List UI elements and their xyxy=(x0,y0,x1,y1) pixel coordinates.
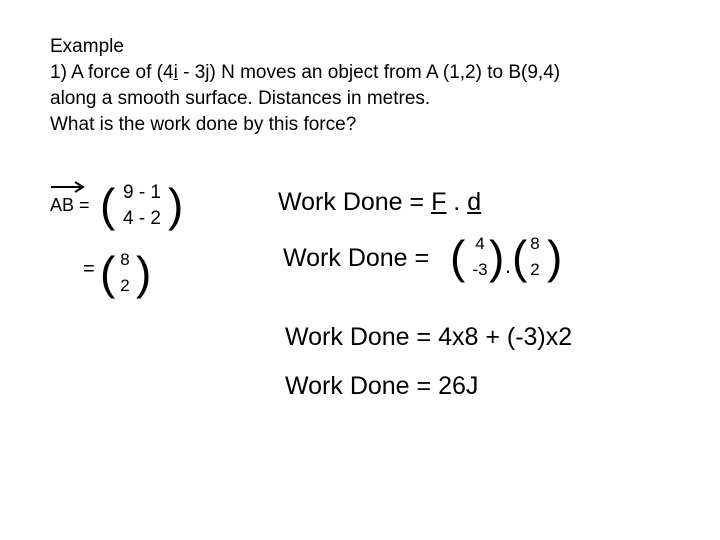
problem-line-1-part-a: 1) A force of (4 xyxy=(50,62,174,83)
left-paren: ( xyxy=(100,179,116,231)
displacement-top: 8 xyxy=(530,234,540,253)
displacement-symbol: d xyxy=(467,188,482,216)
left-paren: ( xyxy=(450,231,466,283)
result-top: 8 xyxy=(120,250,130,269)
work-formula xyxy=(278,188,481,217)
result-bottom: 2 xyxy=(120,276,130,295)
problem-line-2: along a smooth surface. Distances in metres. xyxy=(50,88,431,109)
problem-line-1-part-c: ) N moves an object from A (1,2) to B(9,4) xyxy=(209,62,561,83)
problem-line-1-part-b: - 3 xyxy=(177,62,206,83)
vector-ab-label: AB = xyxy=(50,195,90,215)
right-paren: ) xyxy=(547,231,563,283)
equals-sign: = xyxy=(83,258,95,280)
work-formula-prefix: Work Done = xyxy=(278,188,432,216)
right-paren: ) xyxy=(168,179,184,231)
force-bottom: -3 xyxy=(472,260,488,279)
force-symbol: F xyxy=(431,188,447,216)
problem-line-1 xyxy=(50,60,560,86)
problem-statement xyxy=(50,34,560,138)
unit-vector-i: i xyxy=(173,62,178,83)
work-step-2-prefix: Work Done = xyxy=(283,244,430,272)
problem-line-3: What is the work done by this force? xyxy=(50,114,357,135)
matrix-bottom: 4 - 2 xyxy=(122,208,162,229)
unit-vector-j: j xyxy=(205,62,210,83)
vector-arrow-icon xyxy=(50,181,86,193)
left-paren: ( xyxy=(512,231,528,283)
left-paren: ( xyxy=(100,247,116,299)
matrix-top: 9 - 1 xyxy=(122,182,162,203)
displacement-bottom: 2 xyxy=(530,260,540,279)
dot-product-symbol: . xyxy=(505,253,512,278)
example-heading: Example xyxy=(50,36,124,57)
work-step-3: Work Done = 4x8 + (-3)x2 xyxy=(285,323,573,351)
work-result: Work Done = 26J xyxy=(285,372,479,400)
force-top: 4 xyxy=(475,234,485,253)
work-formula-dot: . xyxy=(446,188,468,216)
right-paren: ) xyxy=(489,231,505,283)
right-paren: ) xyxy=(136,247,152,299)
